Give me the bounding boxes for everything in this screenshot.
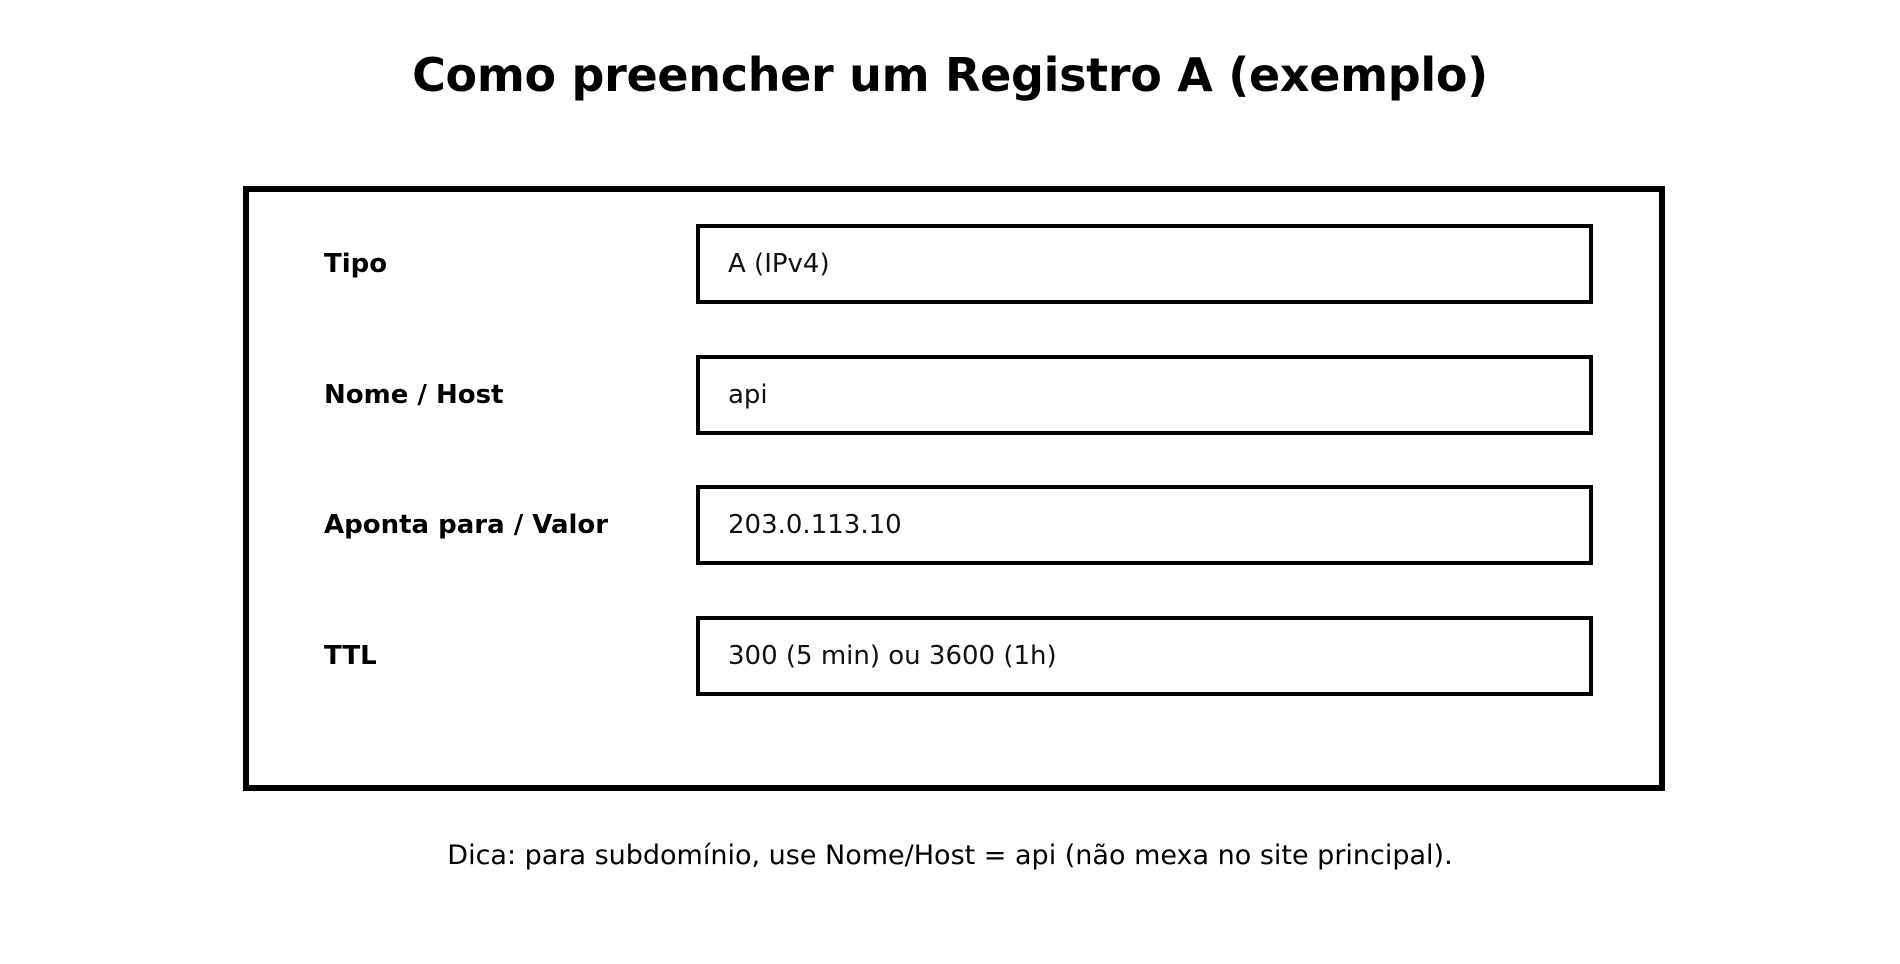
form-field-value[interactable]: 203.0.113.10 [696, 485, 1593, 565]
form-row-ttl [249, 610, 1659, 702]
form-row-value [249, 479, 1659, 571]
form-field-host[interactable]: api [696, 355, 1593, 435]
form-label-type: Tipo [324, 249, 388, 279]
form-field-type[interactable]: A (IPv4) [696, 224, 1593, 304]
form-label-host: Nome / Host [324, 380, 504, 410]
dns-record-form-card [243, 186, 1665, 791]
hint-text: Dica: para subdomínio, use Nome/Host = api (não mexa no site principal). [447, 840, 1453, 871]
form-field-ttl[interactable]: 300 (5 min) ou 3600 (1h) [696, 616, 1593, 696]
form-row-type [249, 218, 1659, 310]
form-row-host [249, 349, 1659, 441]
page-title: Como preencher um Registro A (exemplo) [412, 48, 1488, 102]
form-label-ttl: TTL [324, 641, 377, 671]
form-label-value: Aponta para / Valor [324, 510, 609, 540]
